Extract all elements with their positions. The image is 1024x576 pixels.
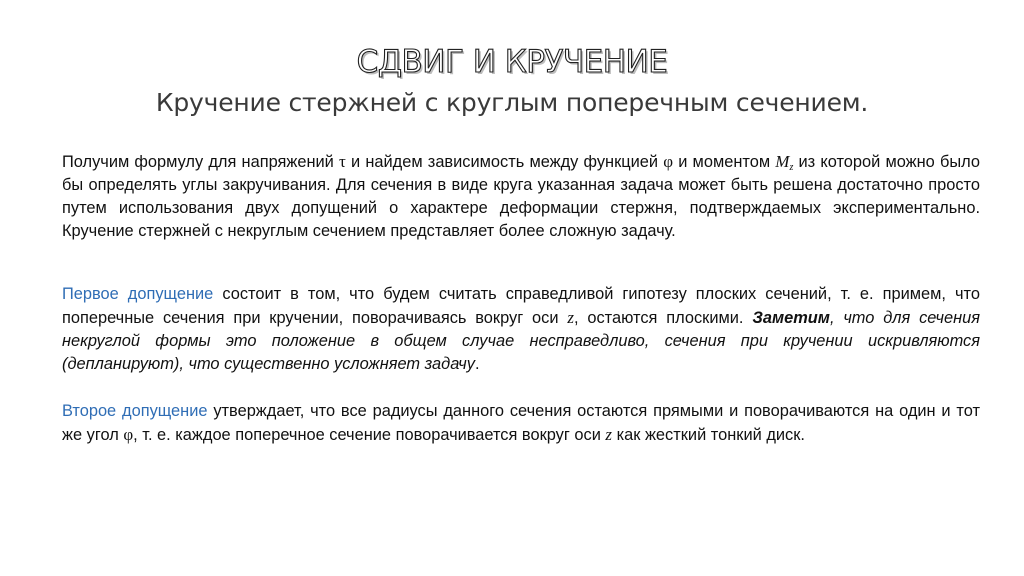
paragraph-intro	[62, 150, 980, 243]
text-run: из которой можно было бы определять углы закручивания. Для сечения в виде круга указанная задача может быть решена достаточно просто путем использования двух допущений о характере деформации стержня, подтверждаемых экспериментально. Кручение стержней с некруглым сечением представляет более сложную задачу.	[62, 153, 980, 240]
phi-symbol: φ	[663, 152, 674, 171]
paragraph-second-assumption	[62, 400, 980, 447]
note-label: Заметим	[752, 309, 830, 327]
text-run: , остаются плоскими.	[573, 309, 753, 327]
text-run: утверждает, что все радиусы данного сечения остаются прямыми и поворачиваются на один и тот же угол	[62, 402, 981, 444]
text-run: Получим формулу для напряжений	[62, 153, 340, 171]
phi-symbol: φ	[123, 425, 134, 444]
tau-symbol: τ	[339, 152, 346, 171]
slide-subtitle: Кручение стержней с круглым поперечным сечением.	[155, 88, 869, 117]
second-assumption-highlight: Второе допущение	[62, 402, 208, 420]
moment-subscript: z	[789, 162, 794, 173]
text-run: и моментом	[673, 153, 776, 171]
paragraph-first-assumption	[62, 283, 980, 376]
text-run: , т. е. каждое поперечное сечение поворачивается вокруг оси	[133, 426, 606, 444]
text-run: как жесткий тонкий диск.	[612, 426, 805, 444]
text-run: .	[474, 355, 480, 373]
slide-title: СДВИГ И КРУЧЕНИЕ	[356, 44, 668, 80]
note-text: , что для сечения некруглой формы это положение в общем случае несправедливо, сечения при кручении искривляются (депланируют), что существенно усложняет задачу	[62, 309, 980, 373]
text-run: состоит в том, что будем считать справедливой гипотезу плоских сечений, т. е. примем, что поперечные сечения при кручении, поворачиваясь вокруг оси	[62, 285, 980, 327]
first-assumption-highlight: Первое допущение	[62, 285, 214, 303]
axis-z-symbol: z	[567, 308, 574, 327]
moment-symbol	[775, 152, 793, 171]
text-run: и найдем зависимость между функцией	[345, 153, 664, 171]
axis-z-symbol: z	[605, 425, 613, 444]
moment-letter: M	[775, 152, 790, 171]
